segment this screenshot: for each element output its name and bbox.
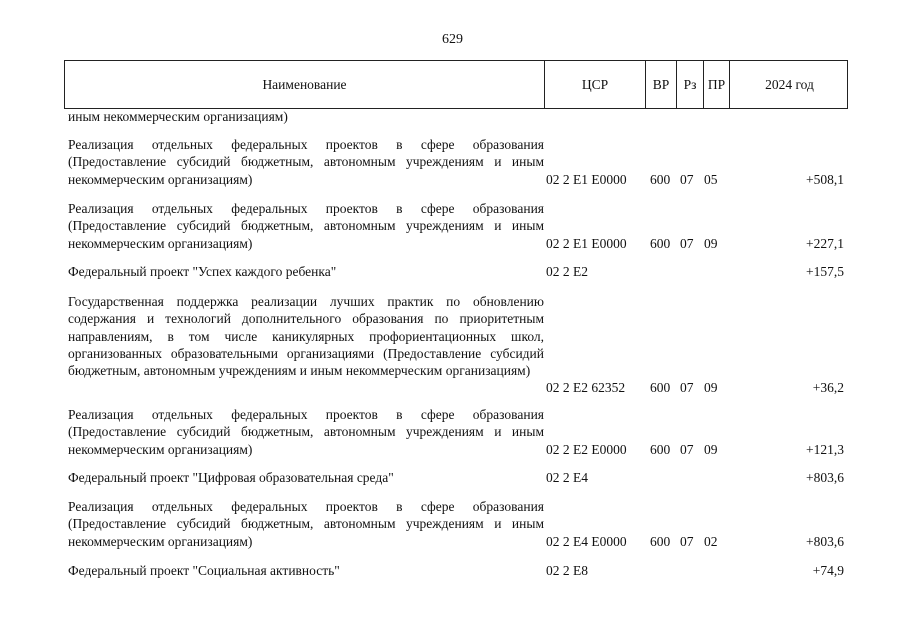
header-csr: ЦСР <box>545 61 646 109</box>
row-csr: 02 2 Е4 Е0000 <box>546 534 627 549</box>
row-vr: 600 <box>650 442 671 457</box>
row-amount: +36,2 <box>812 380 844 395</box>
row-csr: 02 2 Е1 Е0000 <box>546 236 627 251</box>
row-amount: +227,1 <box>806 236 844 251</box>
header-vr: ВР <box>646 61 677 109</box>
row-csr: 02 2 Е2 <box>546 264 588 279</box>
row-vr: 600 <box>650 172 671 187</box>
row-csr: 02 2 Е8 <box>546 563 588 578</box>
header-rz: Рз <box>677 61 704 109</box>
row-amount: +803,6 <box>806 470 844 485</box>
header-year: 2024 год <box>765 77 814 92</box>
row-rz: 07 <box>680 534 694 549</box>
row-amount: +157,5 <box>806 264 844 279</box>
table-header <box>64 60 848 108</box>
row-amount: +121,3 <box>806 442 844 457</box>
row-csr: 02 2 Е1 Е0000 <box>546 172 627 187</box>
row-name: Реализация отдельных федеральных проектов в сфере образования (Предоставление субсидий бюджетным, автономным учреждениям и иным некоммерческим организациям) <box>68 137 544 187</box>
row-rz: 07 <box>680 380 694 395</box>
row-name: Государственная поддержка реализации лучших практик по обновлению содержания и технологий дополнительного образования по приоритетным направлениям, в том числе каникулярных профориентационных школ, организованных образовательными организациями (Предоставление субсидий бюджетным, автономным учреждениям и иным некоммерческим организациям) <box>68 294 544 379</box>
row-amount: +508,1 <box>806 172 844 187</box>
row-pr: 09 <box>704 380 718 395</box>
row-pr: 09 <box>704 236 718 251</box>
header-name: Наименование <box>65 61 545 109</box>
row-name: Реализация отдельных федеральных проектов в сфере образования (Предоставление субсидий бюджетным, автономным учреждениям и иным некоммерческим организациям) <box>68 407 544 457</box>
row-name: Федеральный проект "Цифровая образовательная среда" <box>68 470 394 485</box>
row-pr: 09 <box>704 442 718 457</box>
row-amount: +803,6 <box>806 534 844 549</box>
row-name: Реализация отдельных федеральных проектов в сфере образования (Предоставление субсидий бюджетным, автономным учреждениям и иным некоммерческим организациям) <box>68 201 544 251</box>
row-name: Федеральный проект "Успех каждого ребенка" <box>68 264 337 279</box>
row-csr: 02 2 Е2 Е0000 <box>546 442 627 457</box>
row-name: Реализация отдельных федеральных проектов в сфере образования (Предоставление субсидий бюджетным, автономным учреждениям и иным некоммерческим организациям) <box>68 499 544 549</box>
row-vr: 600 <box>650 236 671 251</box>
header-pr: ПР <box>704 61 730 109</box>
continuation-text: иным некоммерческим организациям) <box>68 109 288 124</box>
row-vr: 600 <box>650 380 671 395</box>
row-csr: 02 2 Е2 62352 <box>546 380 626 395</box>
row-rz: 07 <box>680 442 694 457</box>
page-number: 629 <box>442 32 463 47</box>
row-csr: 02 2 Е4 <box>546 470 588 485</box>
row-pr: 05 <box>704 172 718 187</box>
row-rz: 07 <box>680 172 694 187</box>
row-pr: 02 <box>704 534 718 549</box>
row-rz: 07 <box>680 236 694 251</box>
row-amount: +74,9 <box>812 563 844 578</box>
row-name: Федеральный проект "Социальная активность" <box>68 563 340 578</box>
row-vr: 600 <box>650 534 671 549</box>
